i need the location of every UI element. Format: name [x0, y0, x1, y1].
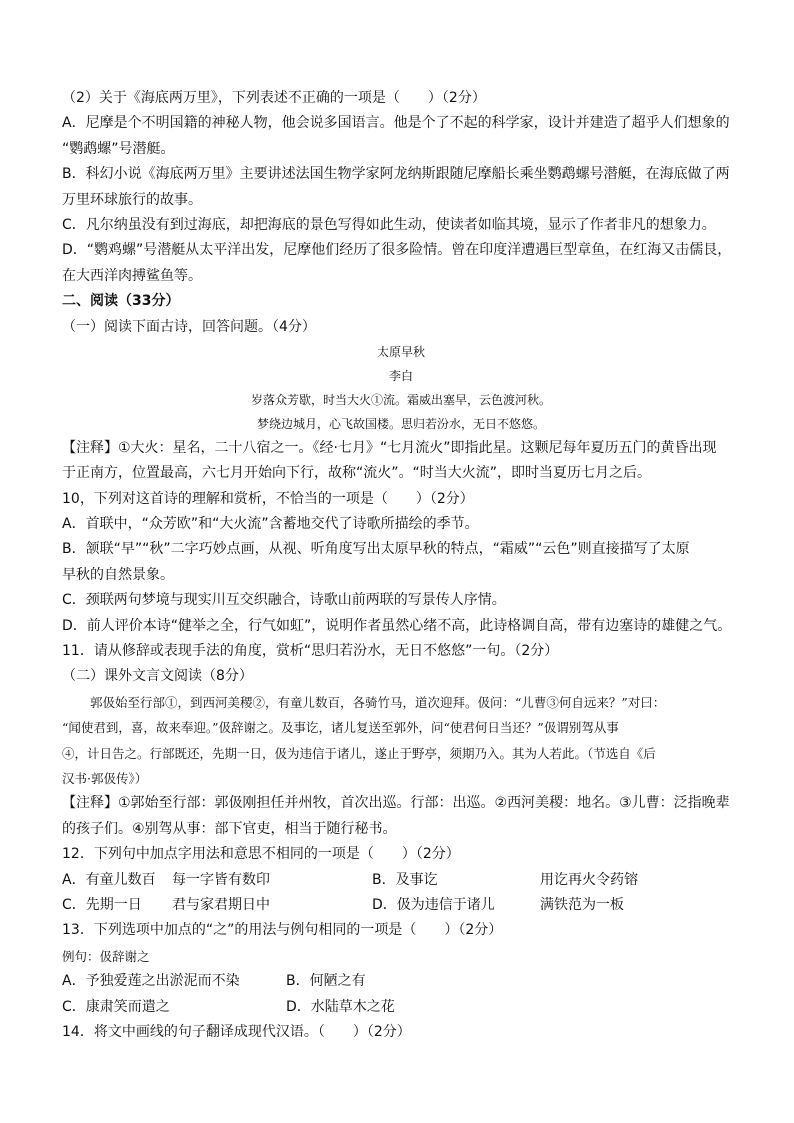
poem-note: 【注释】①大火：星名，二十八宿之一。《经·七月》“七月流火”即指此星。这颗尼每年夏历五门的黄昏出现 [62, 439, 717, 456]
classical-text-line-3: ④，计日告之。行部既还，先期一日，伋为违信于诸儿，遂止于野亭，须期乃入。其为人若此。（节选自《后 [62, 745, 656, 761]
question-2-option-a-cont: “鹦鹉螺”号潜艇。 [62, 140, 175, 157]
question-13-option-b: B．何陋之有 [286, 973, 366, 990]
classical-note: 【注释】①郭始至行部：郭伋刚担任并州牧，首次出巡。行部：出巡。②西河美稷：地名。③儿曹：泛指晚辈 [62, 795, 730, 812]
question-13-option-d: D．水陆草木之花 [286, 998, 395, 1015]
question-13-option-c: C．康肃笑而遣之 [62, 998, 170, 1015]
question-10-option-b: B．颔联“早”“秋”二字巧妙点画，从视、听角度写出太原早秋的特点，“霜威”“云色”则直接描写了太原 [62, 541, 690, 558]
poem-title: 太原早秋 [376, 344, 425, 359]
poem-author: 李白 [388, 368, 413, 383]
question-10-option-b-cont: 早秋的自然景象。 [62, 566, 174, 583]
question-12-option-c: C．先期一日 [62, 896, 142, 913]
question-13-options-row-1 [62, 969, 740, 994]
question-12-options-row-1 [62, 868, 740, 893]
question-13-stem: 13．下列选项中加点的“之”的用法与例句相同的一项是（ ）（2分） [62, 922, 503, 939]
question-12-option-a: A．有童儿数百 [62, 871, 156, 888]
question-12-option-d-compare: 满铁范为一板 [540, 896, 624, 913]
question-13-example: 例句：伋辞谢之 [62, 948, 150, 964]
exam-page [62, 86, 740, 1045]
question-10-option-c: C．颈联两句梦境与现实川互交织融合，诗歌山前两联的写景传人序情。 [62, 592, 506, 609]
question-12-option-a-compare: 每一字皆有数印 [172, 871, 270, 888]
poem-line-1: 岁落众芳歇，时当大火①流。霜威出塞早，云色渡河秋。 [250, 392, 551, 407]
question-13-options-row-2 [62, 995, 740, 1020]
question-12-option-b: B．及事讫 [372, 871, 438, 888]
question-12-options-row-2 [62, 893, 740, 918]
question-2-option-b: B．科幻小说《海底两万里》主要讲述法国生物学家阿龙纳斯跟随尼摩船长乘坐鹦鹉螺号潜艇，在海底做了两 [62, 166, 730, 183]
question-12-option-b-compare: 用讫再火令药镕 [540, 871, 638, 888]
question-2-stem: （2）关于《海底两万里》，下列表述不正确的一项是（ ）（2分） [62, 90, 486, 106]
question-2-option-a: A．尼摩是个不明国籍的神秘人物，他会说多国语言。他是个了不起的科学家，设计并建造了超乎人们想象的 [62, 115, 730, 132]
poem-line-2: 梦绕边城月，心飞故国楼。思归若汾水，无日不悠悠。 [256, 416, 545, 431]
question-2-option-c: C．凡尔纳虽没有到过海底，却把海底的景色写得如此生动，使读者如临其境，显示了作者非凡的想象力。 [62, 216, 716, 233]
question-10-stem: 10，下列对这首诗的理解和赏析，不恰当的一项是（ ）（2分） [62, 490, 474, 507]
classical-text-line-4: 汉书·郭伋传》） [62, 770, 148, 786]
part-1-heading: （一）阅读下面古诗，回答问题。（4分） [62, 318, 316, 335]
classical-text-line-2: “闻使君到，喜，故来奉迎。”伋辞谢之。及事讫，诸儿复送至郭外，问“使君何日当还？”伋谓别驾从事 [62, 720, 619, 736]
classical-note-cont: 的孩子们。④别驾从事：部下官吏，相当于随行秘书。 [62, 820, 397, 837]
question-14-stem: 14．将文中画线的句子翻译成现代汉语。（ ）（2分） [62, 1023, 411, 1040]
question-12-option-c-compare: 君与家君期日中 [172, 896, 270, 913]
part-2-heading: （二）课外文言文阅读（8分） [62, 668, 253, 685]
classical-text-line-1: 郭伋始至行部①，到西河美稷②，有童儿数百，各骑竹马，道次迎拜。伋问：“儿曹③何自远来？”对曰： [90, 694, 666, 710]
question-12-option-d: D．伋为违信于诸儿 [372, 896, 495, 913]
question-10-option-d: D．前人评价本诗“健举之全，行气如虹”，说明作者虽然心绪不高，此诗格调自高，带有边塞诗的雄健之气。 [62, 617, 732, 634]
poem-note-cont: 于正南方，位置最高，六七月开始向下行，故称“流火”。“时当大火流”，即时当夏历七月之后。 [62, 465, 652, 482]
question-2-option-b-cont: 万里环球旅行的故事。 [62, 191, 202, 208]
question-13-option-a: A．予独爱莲之出淤泥而不染 [62, 973, 240, 990]
question-10-option-a: A．首联中，“众芳欧”和“大火流”含蓄地交代了诗歌所描绘的季节。 [62, 516, 479, 533]
question-2-option-d: D．“鹦鸡螺”号潜艇从太平洋出发，尼摩他们经历了很多险情。曾在印度洋遭遇巨型章鱼，在红海又击儒艮， [62, 242, 732, 259]
question-11-stem: 11．请从修辞或表现手法的角度，赏析“思归若汾水，无日不悠悠”一句。（2分） [62, 643, 559, 660]
question-2-option-d-cont: 在大西洋肉搏鲨鱼等。 [62, 267, 202, 284]
section-heading-reading: 二、阅读（33分） [62, 293, 180, 310]
question-12-stem: 12．下列句中加点字用法和意思不相同的一项是（ ）（2分） [62, 846, 460, 863]
